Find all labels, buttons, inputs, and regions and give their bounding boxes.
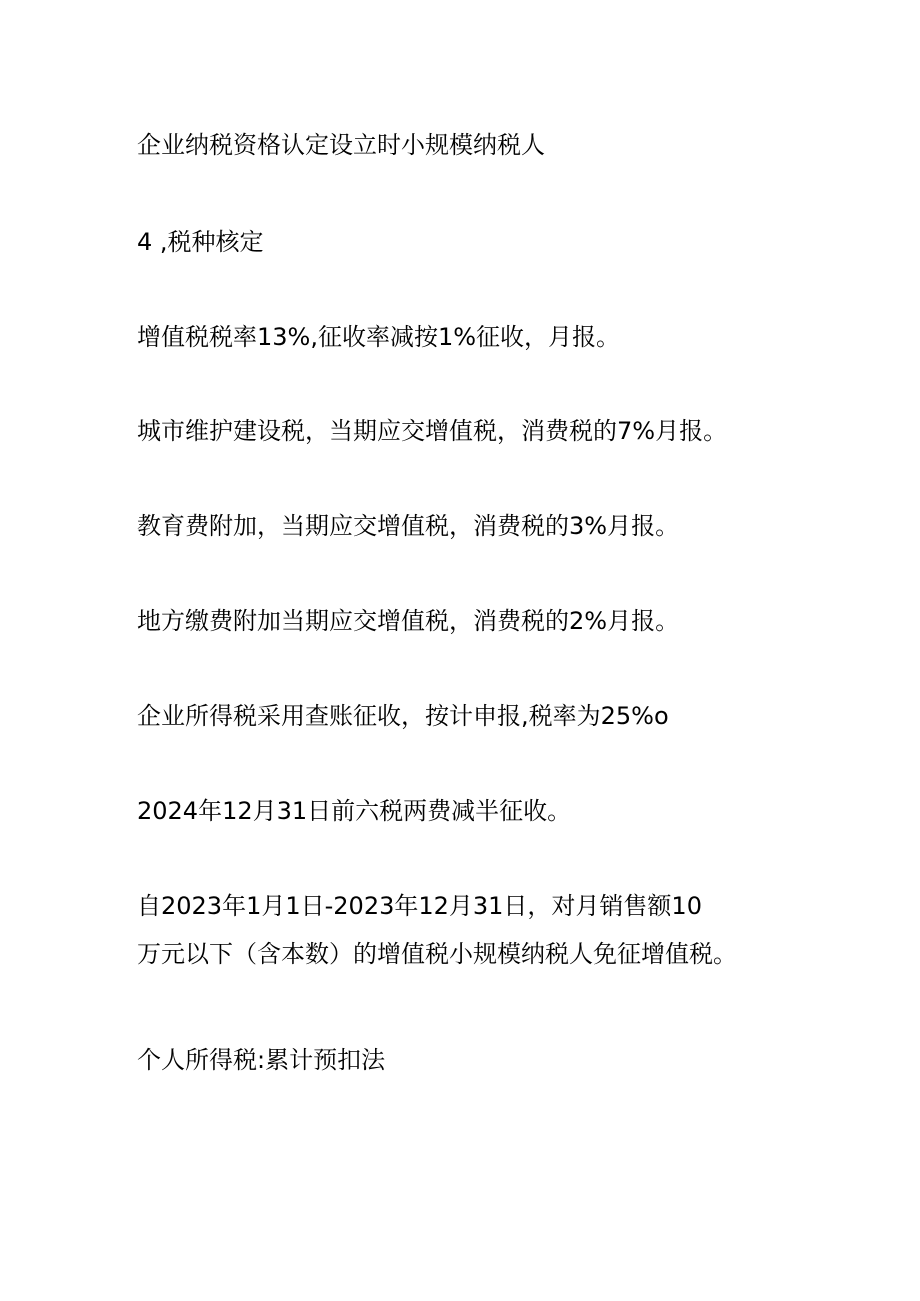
paragraph-personal-income-tax: 个人所得税:累计预扣法: [137, 1046, 386, 1074]
paragraph-vat-exemption-line-2: 万元以下（含本数）的增值税小规模纳税人免征增值税。: [137, 940, 737, 968]
paragraph-qualification: 企业纳税资格认定设立时小规模纳税人: [137, 131, 545, 159]
paragraph-six-taxes-reduction: 2024年12月31日前六税两费减半征收。: [137, 797, 572, 825]
paragraph-vat-rate: 增值税税率13%,征收率减按1%征收，月报。: [137, 323, 621, 351]
paragraph-tax-type-heading: 4 ,税种核定: [137, 228, 264, 256]
paragraph-vat-exemption-line-1: 自2023年1月1日-2023年12月31日，对月销售额10: [137, 892, 702, 920]
paragraph-education-surcharge: 教育费附加，当期应交增值税，消费税的3%月报。: [137, 512, 680, 540]
paragraph-local-surcharge: 地方缴费附加当期应交增值税，消费税的2%月报。: [137, 607, 680, 635]
paragraph-urban-construction-tax: 城市维护建设税，当期应交增值税，消费税的7%月报。: [137, 417, 728, 445]
paragraph-corporate-income-tax: 企业所得税采用查账征收，按计申报,税率为25%o: [137, 702, 669, 730]
